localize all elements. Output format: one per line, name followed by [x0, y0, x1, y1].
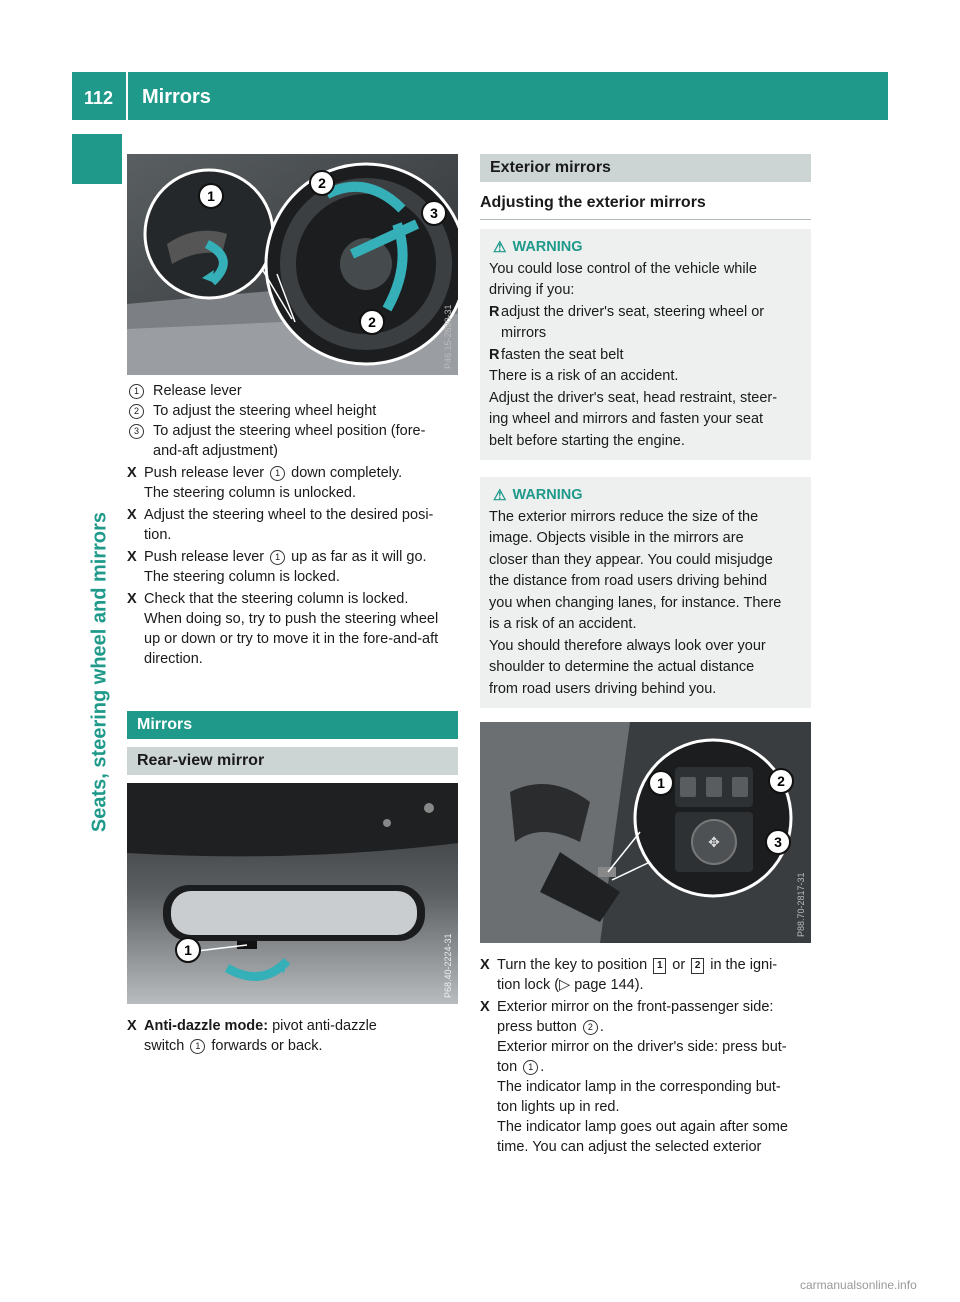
step-text: down completely. [291, 465, 403, 481]
subsection-heading-rear-view: Rear-view mirror [127, 747, 458, 775]
section-heading-mirrors: Mirrors [127, 711, 458, 739]
instruction-step [127, 589, 458, 669]
callout-2b-label: 2 [368, 314, 376, 330]
step-text: press button [497, 1019, 577, 1035]
callout-2-label: 2 [777, 773, 785, 789]
step-text: switch [144, 1038, 185, 1054]
step-text: tion. [144, 527, 172, 543]
header-divider [126, 72, 128, 120]
legend-text: Release lever [153, 383, 242, 399]
instruction-step [127, 463, 458, 503]
warning-text: There is a risk of an accident. [489, 368, 679, 384]
warning-text: the distance from road users driving behind [489, 573, 768, 589]
bullet-marker: R [489, 303, 500, 320]
step-text: Check that the steering column is locked. [144, 591, 409, 607]
step-text: forwards or back. [211, 1038, 323, 1054]
warning-triangle-icon: ⚠ [493, 239, 507, 256]
warning-text: from road users driving behind you. [489, 680, 717, 697]
warning-text: you when changing lanes, for instance. There [489, 594, 782, 611]
legend-row [127, 401, 458, 421]
warning-text: The exterior mirrors reduce the size of the [489, 508, 759, 525]
callout-2-label: 2 [318, 175, 326, 191]
legend-number: 3 [129, 424, 144, 439]
chapter-marker [72, 134, 122, 184]
callout-1-label: 1 [657, 775, 665, 791]
step-marker: X [480, 957, 490, 973]
inline-callout: 2 [583, 1020, 598, 1035]
image-code: P46.15-2690-31 [443, 304, 453, 369]
key-position-2: 2 [691, 958, 704, 974]
legend-number: 2 [129, 404, 144, 419]
bullet-text: fasten the seat belt [501, 346, 624, 363]
warning-text: ing wheel and mirrors and fasten your seat [489, 411, 764, 427]
step-text: Push release lever [144, 549, 265, 565]
warning-text: You could lose control of the vehicle while [489, 260, 757, 277]
door-mirror-switch-photo [480, 722, 811, 943]
instruction-step [127, 547, 458, 587]
warning-text: closer than they appear. You could misjudge [489, 551, 773, 568]
bullet-text: adjust the driver's seat, steering wheel or [501, 303, 765, 320]
step-text: When doing so, try to push the steering wheel [144, 611, 439, 627]
warning-box [480, 229, 811, 460]
page-reference: tion lock (▷ page 144). [497, 977, 644, 993]
callout-3-label: 3 [774, 834, 782, 850]
warning-text: is a risk of an accident. [489, 616, 637, 632]
step-marker: X [127, 1018, 137, 1034]
step-marker: X [127, 465, 137, 481]
subheading-adjusting: Adjusting the exterior mirrors [480, 194, 811, 220]
instruction-step [480, 997, 811, 1157]
section-heading-exterior-mirrors: Exterior mirrors [480, 154, 811, 182]
step-text: direction. [144, 651, 203, 667]
warning-text: image. Objects visible in the mirrors are [489, 530, 744, 546]
step-text: Exterior mirror on the driver's side: press but- [497, 1039, 787, 1055]
step-text: Exterior mirror on the front-passenger side: [497, 999, 774, 1015]
step-text: . [540, 1059, 545, 1075]
key-position-1: 1 [653, 958, 666, 974]
step-label: Anti-dazzle mode: [144, 1018, 269, 1034]
step-result: The steering column is unlocked. [144, 485, 356, 501]
bullet-text: mirrors [501, 325, 547, 341]
callout-1-label: 1 [207, 188, 215, 204]
bullet-marker: R [489, 346, 500, 363]
image-code: P68.40-2224-31 [443, 933, 453, 998]
watermark: carmanualsonline.info [800, 1278, 917, 1292]
inline-callout: 1 [270, 550, 285, 565]
step-text: The indicator lamp goes out again after some [497, 1119, 788, 1135]
callout-1-label: 1 [184, 942, 192, 958]
legend-text: To adjust the steering wheel position (fore- [153, 423, 426, 439]
steering-wheel-photo [127, 154, 458, 375]
step-text: or [672, 957, 686, 973]
page-number: 112 [84, 88, 114, 108]
inline-callout: 1 [523, 1060, 538, 1075]
warning-triangle-icon: ⚠ [493, 487, 507, 504]
chapter-title: Seats, steering wheel and mirrors [88, 511, 111, 833]
step-marker: X [480, 999, 490, 1015]
right-column [480, 154, 811, 1157]
legend-text: and-aft adjustment) [153, 443, 278, 459]
step-text: time. You can adjust the selected exterior [497, 1139, 762, 1155]
step-marker: X [127, 507, 137, 523]
warning-title: WARNING [512, 487, 583, 503]
legend-number: 1 [129, 384, 144, 399]
warning-text: Adjust the driver's seat, head restraint, steer- [489, 389, 778, 406]
step-text: ton [497, 1059, 518, 1075]
legend-text: To adjust the steering wheel height [153, 403, 377, 419]
instruction-step [127, 505, 458, 545]
image-code: P88.70-2817-31 [796, 872, 806, 937]
warning-text: shoulder to determine the actual distance [489, 659, 755, 675]
warning-text: belt before starting the engine. [489, 432, 685, 449]
step-result: The steering column is locked. [144, 569, 340, 585]
legend-row [127, 421, 458, 441]
step-marker: X [127, 591, 137, 607]
callout-3-label: 3 [430, 205, 438, 221]
inline-callout: 1 [190, 1039, 205, 1054]
warning-text: You should therefore always look over your [489, 637, 766, 654]
step-text: ton lights up in red. [497, 1099, 620, 1115]
step-text: up as far as it will go. [291, 549, 427, 565]
inline-callout: 1 [270, 466, 285, 481]
step-text: pivot anti-dazzle [272, 1018, 377, 1034]
legend-row [127, 381, 458, 401]
warning-box [480, 477, 811, 708]
step-text: in the igni- [710, 957, 778, 973]
step-text: The indicator lamp in the corresponding but- [497, 1079, 781, 1095]
page-title: Mirrors [142, 86, 211, 108]
warning-text: driving if you: [489, 282, 575, 298]
legend-row [127, 441, 458, 461]
left-column [127, 154, 458, 1056]
bullet-item [489, 302, 803, 345]
step-text: Turn the key to position [497, 957, 648, 973]
step-text: up or down or try to move it in the fore-and-aft [144, 631, 439, 647]
step-text: . [599, 1019, 604, 1035]
svg-text:✥: ✥ [708, 835, 720, 851]
legend [127, 381, 458, 461]
bullet-item [489, 345, 803, 367]
step-text: Adjust the steering wheel to the desired posi- [144, 507, 434, 523]
warning-title: WARNING [512, 239, 583, 255]
step-text: Push release lever [144, 465, 265, 481]
step-marker: X [127, 549, 137, 565]
instruction-step [127, 1016, 458, 1056]
rear-view-mirror-photo [127, 783, 458, 1004]
instruction-step [480, 955, 811, 995]
